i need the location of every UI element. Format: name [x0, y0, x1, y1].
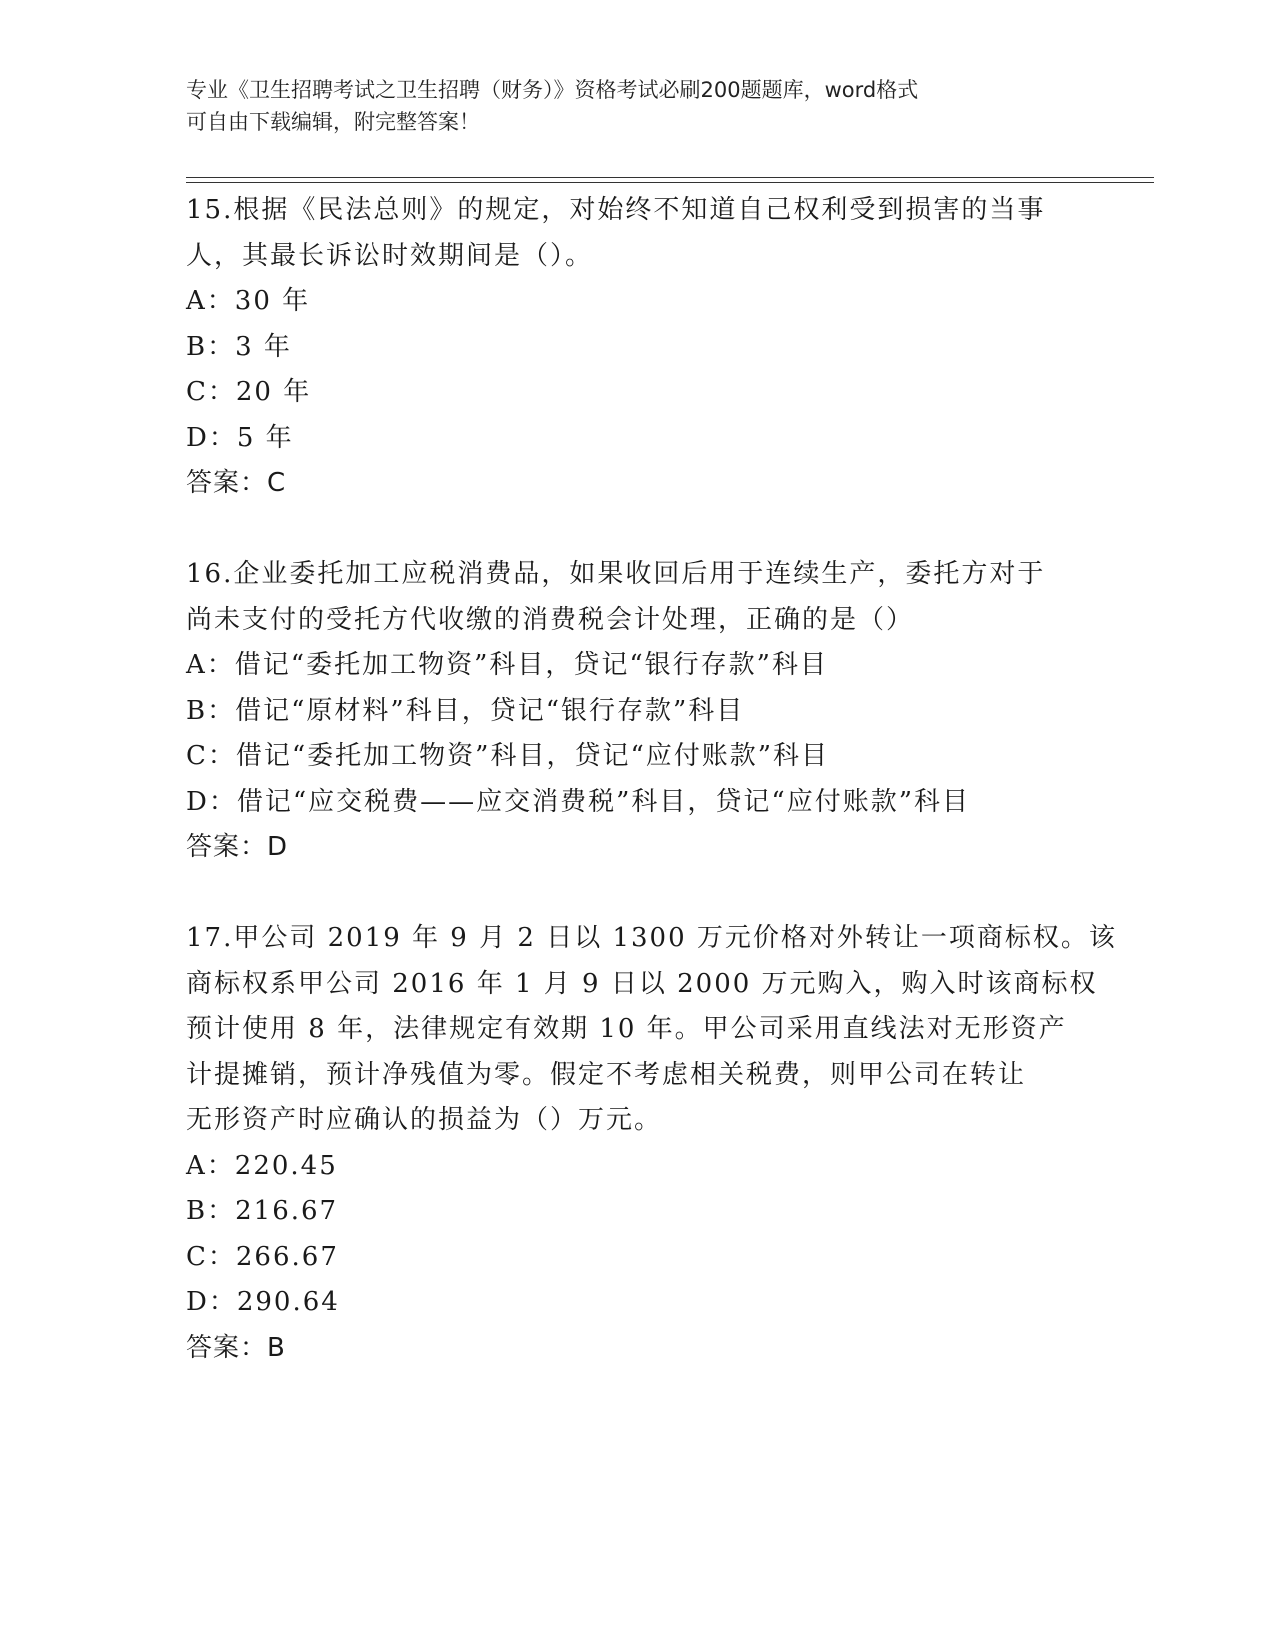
- spacer: [186, 507, 1116, 553]
- question-stem-line: 尚未支付的受托方代收缴的消费税会计处理，正确的是（）: [186, 604, 915, 635]
- option-b: B：3 年: [186, 331, 292, 362]
- answer-line: 答案：B: [186, 1332, 286, 1363]
- option-c: C：借记“委托加工物资”科目，贷记“应付账款”科目: [186, 741, 830, 771]
- spacer: [186, 871, 1116, 917]
- question-16: [186, 552, 1116, 871]
- question-stem-line: 15.根据《民法总则》的规定，对始终不知道自己权利受到损害的当事: [186, 195, 1046, 225]
- option-a: A：220.45: [186, 1150, 338, 1181]
- header-line: 可自由下载编辑，附完整答案！: [186, 110, 480, 134]
- question-stem-line: 人，其最长诉讼时效期间是（）。: [186, 240, 594, 271]
- option-d: D：290.64: [186, 1287, 340, 1317]
- option-d: D：5 年: [186, 422, 294, 453]
- question-list: [186, 188, 1116, 1371]
- question-stem-line: 计提摊销，预计净残值为零。假定不考虑相关税费，则甲公司在转让: [186, 1059, 1027, 1090]
- option-a: A：30 年: [186, 286, 311, 316]
- page-header: [186, 74, 1066, 138]
- option-d: D：借记“应交税费——应交消费税”科目，贷记“应付账款”科目: [186, 786, 971, 817]
- question-stem-line: 16.企业委托加工应税消费品，如果收回后用于连续生产，委托方对于: [186, 559, 1046, 589]
- header-divider: [186, 177, 1154, 178]
- question-15: [186, 188, 1116, 507]
- option-a: A：借记“委托加工物资”科目，贷记“银行存款”科目: [186, 650, 828, 680]
- question-stem-line: 商标权系甲公司 2016 年 1 月 9 日以 2000 万元购入，购入时该商标权: [186, 968, 1098, 999]
- option-b: B：借记“原材料”科目，贷记“银行存款”科目: [186, 695, 745, 726]
- question-stem-line: 17.甲公司 2019 年 9 月 2 日以 1300 万元价格对外转让一项商标权。该: [186, 923, 1117, 953]
- question-17: [186, 916, 1116, 1371]
- option-c: C：266.67: [186, 1241, 339, 1272]
- answer-line: 答案：D: [186, 832, 289, 862]
- answer-line: 答案：C: [186, 468, 287, 498]
- question-stem-line: 预计使用 8 年，法律规定有效期 10 年。甲公司采用直线法对无形资产: [186, 1014, 1067, 1044]
- option-b: B：216.67: [186, 1196, 339, 1226]
- header-divider: [186, 182, 1154, 183]
- option-c: C：20 年: [186, 377, 312, 407]
- header-line: 专业《卫生招聘考试之卫生招聘（财务）》资格考试必刷200题题库，word格式: [186, 78, 919, 102]
- question-stem-line: 无形资产时应确认的损益为（）万元。: [186, 1105, 663, 1135]
